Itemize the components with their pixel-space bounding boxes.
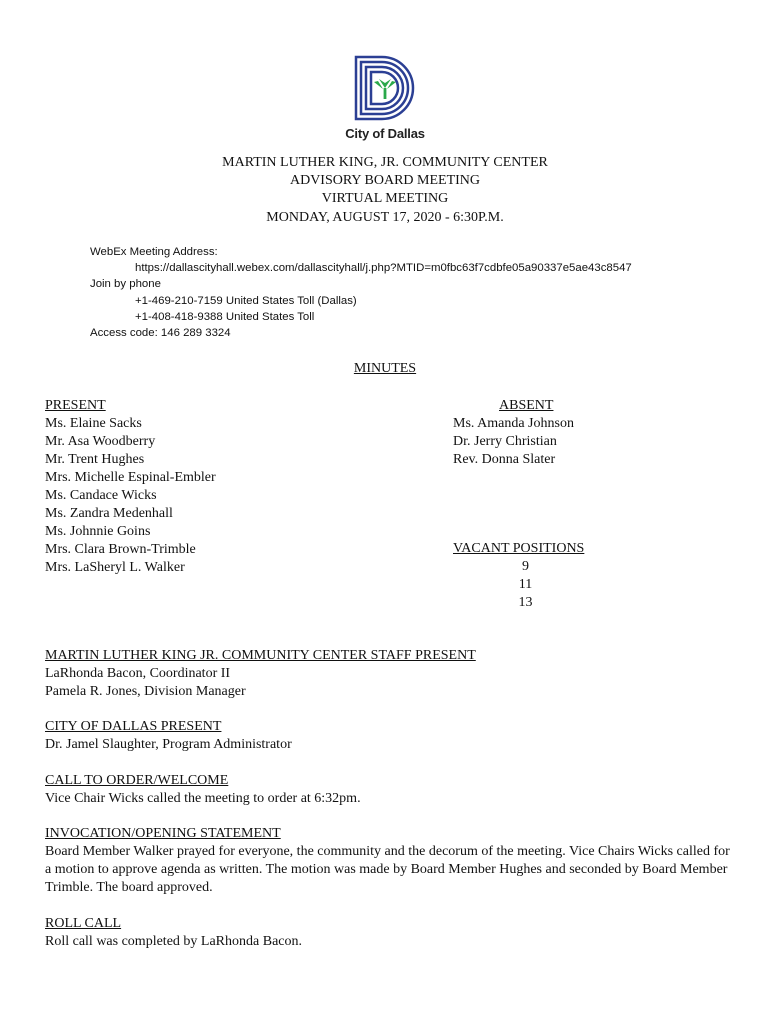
- vacant-positions: [453, 540, 598, 612]
- header-line-4: MONDAY, AUGUST 17, 2020 - 6:30P.M.: [266, 209, 504, 225]
- phone-label: Join by phone: [90, 278, 161, 291]
- header-line-3: VIRTUAL MEETING: [321, 191, 449, 207]
- present-list: [45, 397, 216, 577]
- absent-name: Dr. Jerry Christian: [453, 434, 557, 449]
- webex-address-link[interactable]: https://dallascityhall.webex.com/dallascityhall/j.php?MTID=m0fbc63f7cdbfe05a90337e5ae43c8547: [135, 262, 632, 275]
- roll-call-section: [45, 915, 735, 951]
- city-section: [45, 718, 735, 754]
- roll-call-text: Roll call was completed by LaRhonda Bacon.: [45, 934, 302, 949]
- present-name: Mr. Trent Hughes: [45, 452, 145, 467]
- present-name: Mrs. Michelle Espinal-Embler: [45, 470, 216, 485]
- webex-info: [90, 244, 632, 341]
- absent-name: Ms. Amanda Johnson: [453, 416, 574, 431]
- call-to-order-section: [45, 772, 735, 808]
- present-name: Ms. Candace Wicks: [45, 488, 157, 503]
- present-name: Mrs. LaSheryl L. Walker: [45, 560, 185, 575]
- webex-address-label: WebEx Meeting Address:: [90, 246, 218, 258]
- call-to-order-text: Vice Chair Wicks called the meeting to order at 6:32pm.: [45, 791, 361, 806]
- absent-list: [453, 397, 574, 469]
- vacant-number: 13: [518, 595, 533, 610]
- city-of-dallas-logo-icon: [354, 55, 416, 121]
- staff-section: [45, 647, 735, 701]
- present-name: Ms. Johnnie Goins: [45, 524, 151, 539]
- present-name: Mrs. Clara Brown-Trimble: [45, 542, 196, 557]
- city-heading: CITY OF DALLAS PRESENT: [45, 719, 222, 734]
- staff-heading: MARTIN LUTHER KING JR. COMMUNITY CENTER STAFF PRESENT: [45, 648, 476, 663]
- vacant-number: 11: [518, 577, 533, 592]
- present-name: Ms. Zandra Medenhall: [45, 506, 173, 521]
- meeting-header: [0, 154, 770, 227]
- access-code: Access code: 146 289 3324: [90, 327, 231, 340]
- present-name: Ms. Elaine Sacks: [45, 416, 142, 431]
- staff-line: Pamela R. Jones, Division Manager: [45, 684, 246, 699]
- city-line: Dr. Jamel Slaughter, Program Administrator: [45, 737, 292, 752]
- absent-heading: ABSENT: [499, 398, 554, 413]
- invocation-section: [45, 825, 735, 897]
- roll-call-heading: ROLL CALL: [45, 916, 122, 931]
- present-name: Mr. Asa Woodberry: [45, 434, 156, 449]
- vacant-heading: VACANT POSITIONS: [453, 541, 585, 556]
- invocation-text: Board Member Walker prayed for everyone, the community and the decorum of the meeting. Vice Chairs Wicks called for a motion to approve agenda as written. The motion was made by Board Member Hughes and seconded by Board Member Trimble. The board approved.: [45, 844, 730, 895]
- invocation-heading: INVOCATION/OPENING STATEMENT: [45, 826, 281, 841]
- phone-number-2: +1-408-418-9388 United States Toll: [135, 310, 315, 323]
- phone-number-1: +1-469-210-7159 United States Toll (Dallas): [135, 294, 357, 307]
- vacant-number: 9: [522, 559, 529, 574]
- absent-name: Rev. Donna Slater: [453, 452, 556, 467]
- header-line-1: MARTIN LUTHER KING, JR. COMMUNITY CENTER: [222, 155, 548, 170]
- present-heading: PRESENT: [45, 398, 106, 413]
- staff-line: LaRhonda Bacon, Coordinator II: [45, 666, 231, 681]
- header-line-2: ADVISORY BOARD MEETING: [289, 173, 481, 189]
- minutes-title: MINUTES: [353, 361, 417, 376]
- logo-text: City of Dallas: [345, 126, 425, 141]
- city-logo: [340, 55, 430, 141]
- call-to-order-heading: CALL TO ORDER/WELCOME: [45, 773, 229, 788]
